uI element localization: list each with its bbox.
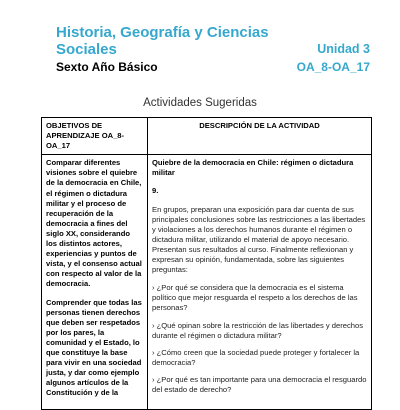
activity-description: En grupos, preparan una exposición para dar cuenta de sus principales conclusiones sobre las restricciones a las libertades y violaciones a los derechos humanos durante el régimen o dictadura militar, utilizando el material de apoyo necesario. Presentan sus resultados al curso. Finalmente reflexionan y expresan su opinión, fundamentada, sobre las siguientes preguntas:: [152, 204, 366, 275]
objective-text: Comprender que todas las personas tienen derechos que deben ser respetados por los pares, la comunidad y el Estado, lo que constituye la base para vivir en una sociedad justa, y dar como ejemplo algunos artículos de la Constitución y de la: [46, 297, 142, 398]
subject-title-line1: Historia, Geografía y Ciencias: [56, 24, 269, 41]
question-item: › ¿Por qué es tan importante para una democracia el resguardo del estado de derecho?: [152, 374, 367, 394]
objective-text: Comparar diferentes visiones sobre el quiebre de la democracia en Chile, el régimen o dictadura militar y el proceso de recuperación de la democracia a fines del siglo XX, considerando los distintos actores, experiencias y puntos de vista, y el consenso actual con respecto al valor de la democracia.: [46, 158, 142, 289]
col-objectives-header: OBJETIVOS DE APRENDIZAJE OA_8-OA_17: [42, 118, 148, 155]
activity-number: 9.: [152, 186, 159, 196]
objective-code: OA_8-OA_17: [296, 60, 370, 74]
objectives-cell: [42, 155, 148, 410]
table-header-row: [42, 118, 372, 155]
col-description-header: DESCRIPCIÓN DE LA ACTIVIDAD: [148, 118, 372, 155]
activity-title: Quiebre de la democracia en Chile: régimen o dictadura militar: [152, 158, 354, 178]
unit-label: Unidad 3: [317, 42, 370, 56]
activities-table: [41, 117, 372, 410]
table-row: [42, 155, 372, 410]
question-item: › ¿Por qué se considera que la democracia es el sistema político que mejor resguarda el respeto a los derechos de las personas?: [152, 283, 358, 313]
activity-cell: [148, 155, 372, 410]
grade-label: Sexto Año Básico: [56, 60, 158, 74]
section-title: Actividades Sugeridas: [143, 97, 257, 109]
question-item: › ¿Cómo creen que la sociedad puede proteger y fortalecer la democracia?: [152, 347, 360, 367]
question-item: › ¿Qué opinan sobre la restricción de las libertades y derechos durante el régimen o dictadura militar?: [152, 320, 364, 340]
subject-title-line2: Sociales: [56, 41, 117, 58]
